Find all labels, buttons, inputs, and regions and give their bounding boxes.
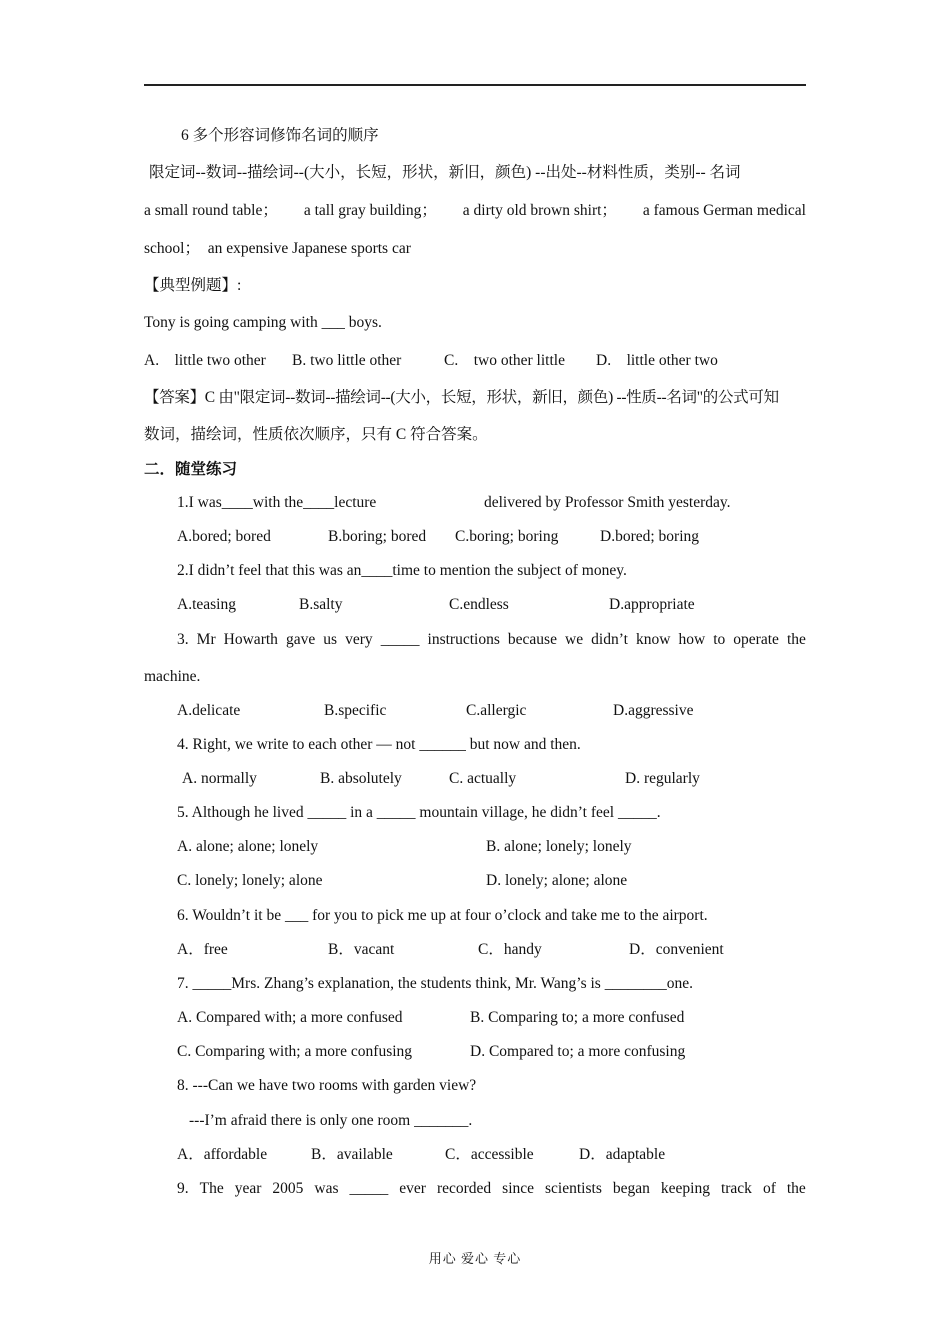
q3-word: how (678, 631, 706, 648)
q5-option-d: D. lonely; alone; alone (486, 872, 628, 889)
q3-word: Howarth (223, 631, 278, 648)
example-text: a famous German medical (642, 202, 806, 219)
header-rule (144, 84, 806, 86)
q8-option-b: B．available (311, 1146, 393, 1163)
q1-option-d: D.bored; boring (600, 528, 700, 545)
q2-option-b: B.salty (299, 596, 343, 613)
adjective-order-rule: 限定词--数词--描绘词--(大小，长短，形状，新旧，颜色) --出处--材料性质，类别-- 名词 (149, 164, 741, 181)
q8-option-a: A．affordable (177, 1146, 268, 1163)
q7-stem: 7. _____Mrs. Zhang’s explanation, the students think, Mr. Wang’s is ________one. (177, 975, 693, 992)
q3-option-c: C.allergic (466, 702, 527, 719)
q9-word: _____ (349, 1180, 389, 1197)
q5-stem: 5. Although he lived _____ in a _____ mountain village, he didn’t feel _____. (177, 804, 661, 821)
q9-word: the (786, 1180, 806, 1197)
q3-word: Mr (196, 631, 216, 648)
q3-option-a: A.delicate (177, 702, 241, 719)
q8-stem-2: ---I’m afraid there is only one room _______. (189, 1112, 473, 1129)
option-c: C. two other little (444, 352, 565, 369)
q9-word: 9. (177, 1180, 189, 1197)
q3-word: instructions (427, 631, 500, 648)
q9-word: The (199, 1180, 224, 1197)
q9-word: began (612, 1180, 650, 1197)
q3-word: us (323, 631, 338, 648)
example-text: a small round table； (144, 202, 278, 219)
typical-example-label: 【典型例题】: (144, 277, 242, 294)
q9-word: was (314, 1180, 339, 1197)
q4-option-b: B. absolutely (320, 770, 402, 787)
q2-option-c: C.endless (449, 596, 509, 613)
q7-option-d: D. Compared to; a more confusing (470, 1043, 686, 1060)
q3-word: gave (285, 631, 316, 648)
q8-stem-1: 8. ---Can we have two rooms with garden view? (177, 1077, 477, 1094)
q8-option-d: D．adaptable (579, 1146, 666, 1163)
q7-option-c: C. Comparing with; a more confusing (177, 1043, 413, 1060)
q9-word: ever (399, 1180, 426, 1197)
q4-stem: 4. Right, we write to each other — not ______ but now and then. (177, 736, 581, 753)
q5-option-c: C. lonely; lonely; alone (177, 872, 323, 889)
q4-option-a: A. normally (182, 770, 257, 787)
q9-word: scientists (545, 1180, 602, 1197)
q9-word: recorded (436, 1180, 492, 1197)
q6-option-c: C．handy (478, 941, 542, 958)
q3-word: because (507, 631, 557, 648)
q9-word: track (720, 1180, 752, 1197)
q2-option-d: D.appropriate (609, 596, 695, 613)
q3-stem-cont: machine. (144, 668, 201, 685)
q1-option-c: C.boring; boring (455, 528, 559, 545)
q8-option-c: C．accessible (445, 1146, 534, 1163)
example-text: a dirty old brown shirt； (462, 202, 617, 219)
q3-option-d: D.aggressive (613, 702, 694, 719)
examples-line-1 (144, 201, 806, 221)
examples-line-2: school； an expensive Japanese sports car (144, 240, 411, 257)
q3-stem (177, 630, 806, 650)
q9-word: of (762, 1180, 776, 1197)
page-footer: 用心 爱心 专心 (428, 1251, 522, 1266)
section-title: 6 多个形容词修饰名词的顺序 (181, 127, 379, 144)
q9-word: 2005 (272, 1180, 304, 1197)
q3-word: _____ (380, 631, 420, 648)
q3-word: the (786, 631, 806, 648)
q6-stem: 6. Wouldn’t it be ___ for you to pick me up at four o’clock and take me to the airport. (177, 907, 708, 924)
q1-stem-b: delivered by Professor Smith yesterday. (484, 494, 731, 511)
q5-option-b: B. alone; lonely; lonely (486, 838, 632, 855)
example-question: Tony is going camping with ___ boys. (144, 314, 382, 331)
option-a: A. little two other (144, 352, 266, 369)
answer-line-1: 【答案】C 由"限定词--数词--描绘词--(大小，长短，形状，新旧，颜色) --性质--名词"的公式可知 (144, 389, 779, 406)
q6-option-d: D．convenient (629, 941, 724, 958)
option-d: D. little other two (596, 352, 718, 369)
q5-option-a: A. alone; alone; lonely (177, 838, 319, 855)
answer-line-2: 数词，描绘词，性质依次顺序，只有 C 符合答案。 (144, 426, 488, 443)
q9-word: keeping (660, 1180, 710, 1197)
q3-word: we (565, 631, 584, 648)
q3-word: to (713, 631, 726, 648)
q3-word: know (635, 631, 671, 648)
q4-option-c: C. actually (449, 770, 517, 787)
practice-heading: 二．随堂练习 (144, 461, 238, 478)
q1-option-b: B.boring; bored (328, 528, 427, 545)
q3-word: 3. (177, 631, 189, 648)
q1-option-a: A.bored; bored (177, 528, 271, 545)
q2-option-a: A.teasing (177, 596, 236, 613)
q1-stem-a: 1.I was____with the____lecture (177, 494, 377, 511)
q7-option-b: B. Comparing to; a more confused (470, 1009, 685, 1026)
q3-word: didn’t (591, 631, 628, 648)
q3-word: very (345, 631, 373, 648)
q3-word: operate (733, 631, 779, 648)
q4-option-d: D. regularly (625, 770, 700, 787)
q2-stem: 2.I didn’t feel that this was an____time to mention the subject of money. (177, 562, 627, 579)
q9-word: year (234, 1180, 262, 1197)
q6-option-a: A．free (177, 941, 228, 958)
q9-word: since (502, 1180, 535, 1197)
q6-option-b: B．vacant (328, 941, 395, 958)
q9-stem (177, 1179, 806, 1199)
option-b: B. two little other (292, 352, 402, 369)
example-text: a tall gray building； (303, 202, 437, 219)
q7-option-a: A. Compared with; a more confused (177, 1009, 403, 1026)
q3-option-b: B.specific (324, 702, 387, 719)
